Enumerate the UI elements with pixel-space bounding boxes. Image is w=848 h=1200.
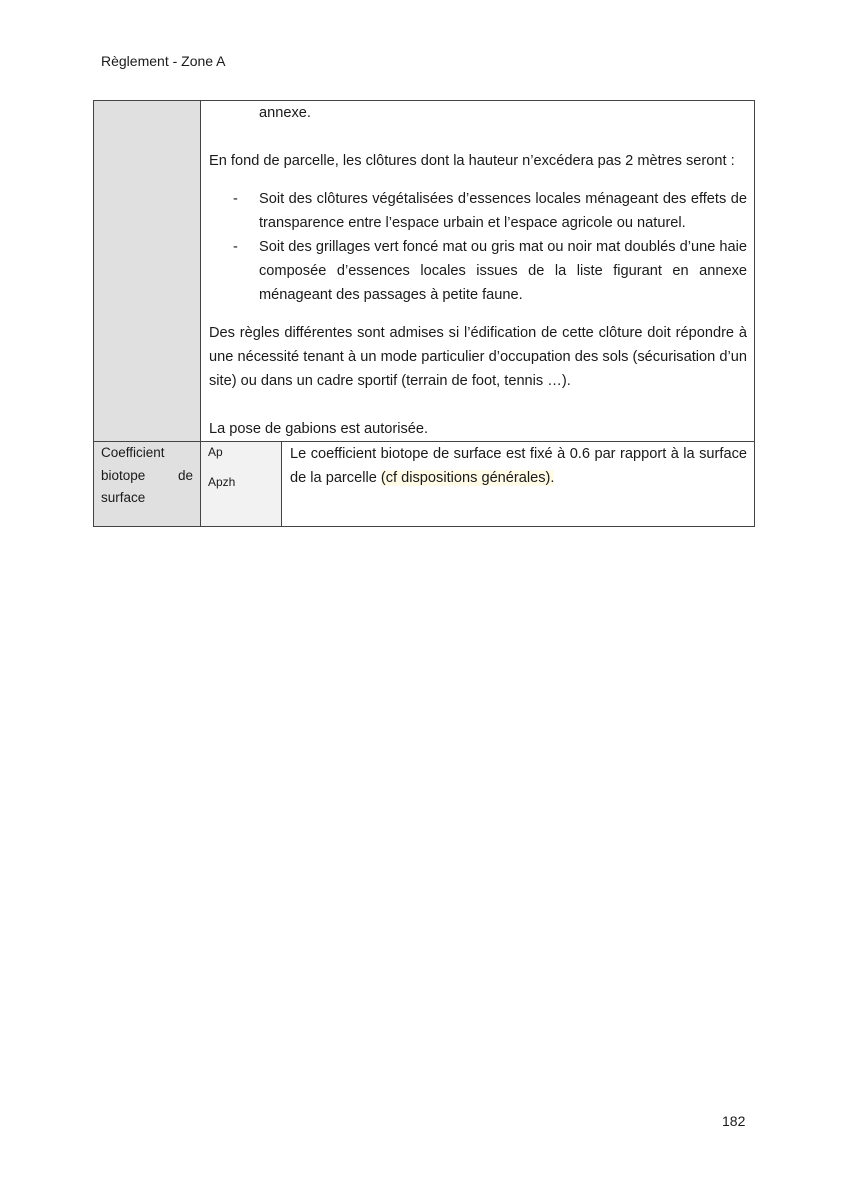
- bullet-dash: -: [233, 191, 238, 207]
- table-row-coefficient: [94, 442, 755, 527]
- rules-table: [93, 100, 755, 527]
- table-row-clotures: [94, 101, 755, 442]
- dispositions-reference: (cf dispositions générales).: [380, 470, 555, 486]
- label-word: biotope: [101, 467, 146, 483]
- bullet-list: [209, 187, 747, 307]
- list-item: [209, 187, 747, 235]
- row-label-cell: [94, 442, 201, 527]
- annexe-fragment: annexe.: [259, 105, 311, 121]
- label-line: Coefficient: [101, 445, 165, 460]
- paragraph-fond-parcelle: En fond de parcelle, les clôtures dont la hauteur n’excédera pas 2 mètres seront :: [209, 153, 735, 169]
- bullet-text: Soit des grillages vert foncé mat ou gris mat ou noir mat doublés d’une haie composée d’essences locales issues de la liste figurant en annexe ménageant des passages à petite faune.: [259, 239, 747, 303]
- page-number: 182: [722, 1113, 746, 1129]
- rule-text-cell: [282, 442, 755, 527]
- coefficient-text: Le coefficient biotope de surface est fixé à 0.6 par rapport à la surface de la parcelle: [290, 446, 747, 486]
- paragraph-regles-differentes: Des règles différentes sont admises si l’édification de cette clôture doit répondre à une nécessité tenant à un mode particulier d’occupation des sols (sécurisation d’un site) ou dans un cadre sportif (terrain de foot, tennis …).: [209, 325, 747, 389]
- label-line: [101, 465, 193, 488]
- label-word: de: [177, 467, 193, 483]
- bullet-dash: -: [233, 239, 238, 255]
- zone-codes-cell: [201, 442, 282, 527]
- zone-code: Apzh: [208, 475, 236, 489]
- bullet-text: Soit des clôtures végétalisées d’essences locales ménageant des effets de transparence entre l’espace urbain et l’espace agricole ou naturel.: [259, 191, 747, 231]
- zone-code: Ap: [208, 445, 223, 459]
- page-header: Règlement - Zone A: [101, 53, 226, 69]
- list-item: [209, 235, 747, 307]
- row-label-cell: [94, 101, 201, 442]
- rule-text-cell: [201, 101, 755, 442]
- label-line: surface: [101, 490, 146, 505]
- paragraph-gabions: La pose de gabions est autorisée.: [209, 421, 429, 437]
